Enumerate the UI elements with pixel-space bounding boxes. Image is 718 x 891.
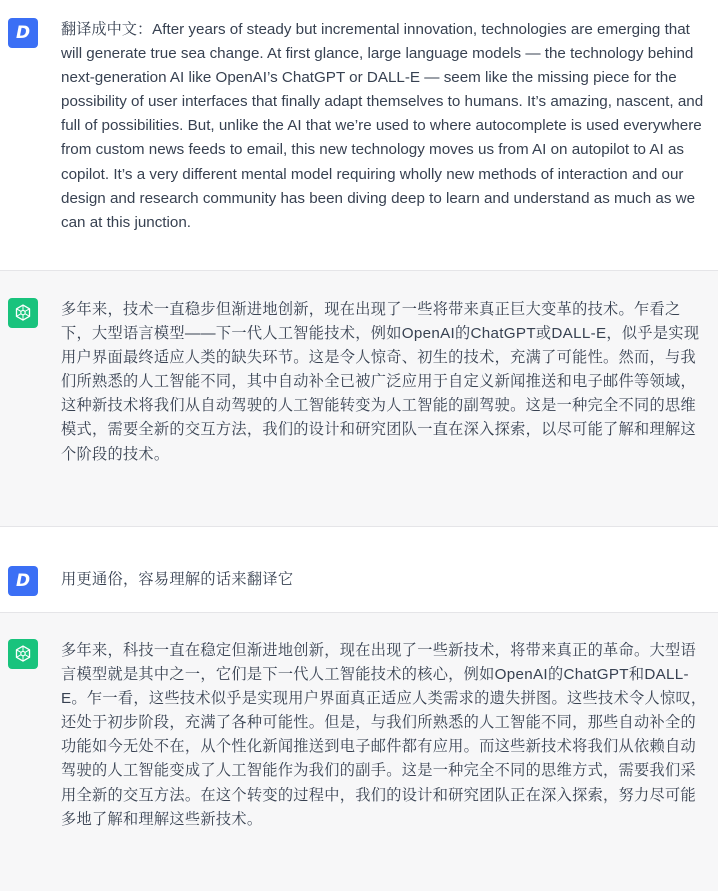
assistant-message (0, 270, 718, 527)
assistant-message-text: 多年来，技术一直稳步但渐进地创新，现在出现了一些将带来真正巨大变革的技术。乍看之下，大型语言模型——下一代人工智能技术，例如OpenAI的ChatGPT或DALL-E，似乎是实现用户界面最终适应人类的缺失环节。这是令人惊奇、初生的技术，充满了可能性。然而，与我们所熟悉的人工智能不同，其中自动补全已被广泛应用于自定义新闻推送和电子邮件等领域，这种新技术将我们从自动驾驶的人工智能转变为人工智能的副驾驶。这是一种完全不同的思维模式，需要全新的交互方法，我们的设计和研究团队一直在深入探索，以尽可能了解和理解这个阶段的技术。 (61, 301, 700, 463)
chatgpt-logo-icon (8, 298, 38, 328)
user-message-text: 翻译成中文：After years of steady but incremental innovation, technologies are emerging that will generate true sea change. At first glance, large language models — the technology behind next-generation AI like OpenAI’s ChatGPT or DALL-E — seem like the missing piece for the possibility of user interfaces that finally adapt themselves to humans. It’s amazing, nascent, and full of possibilities. But, unlike the AI that we’re used to where autocomplete is used everywhere from custom news feeds to email, this new technology moves us from AI on autopilot to AI as copilot. It’s a very different mental model requiring wholly new methods of interaction and our design and research community has been diving deep to learn and understand as much as we can at this junction. (61, 21, 704, 231)
user-avatar-letter: D (15, 23, 31, 43)
assistant-message-text: 多年来，科技一直在稳定但渐进地创新，现在出现了一些新技术，将带来真正的革命。大型语言模型就是其中之一，它们是下一代人工智能技术的核心，例如OpenAI的ChatGPT和DALL-E。乍一看，这些技术似乎是实现用户界面真正适应人类需求的遗失拼图。这些技术令人惊叹，还处于初步阶段，充满了各种可能性。但是，与我们所熟悉的人工智能不同，那些自动补全的功能如今无处不在，从个性化新闻推送到电子邮件都有应用。而这些新技术将我们从依赖自动驾驶的人工智能变成了人工智能作为我们的副手。这是一种完全不同的思维方式，需要我们采用全新的交互方法。在这个转变的过程中，我们的设计和研究团队正在深入探索，努力尽可能多地了解和理解这些新技术。 (61, 642, 707, 828)
user-message (0, 527, 718, 612)
user-avatar-letter: D (15, 571, 31, 591)
assistant-message (0, 612, 718, 891)
chatgpt-logo-icon (8, 639, 38, 669)
user-message (0, 0, 718, 270)
user-avatar (8, 18, 38, 48)
user-message-text: 用更通俗，容易理解的话来翻译它 (61, 571, 294, 588)
user-avatar (8, 566, 38, 596)
